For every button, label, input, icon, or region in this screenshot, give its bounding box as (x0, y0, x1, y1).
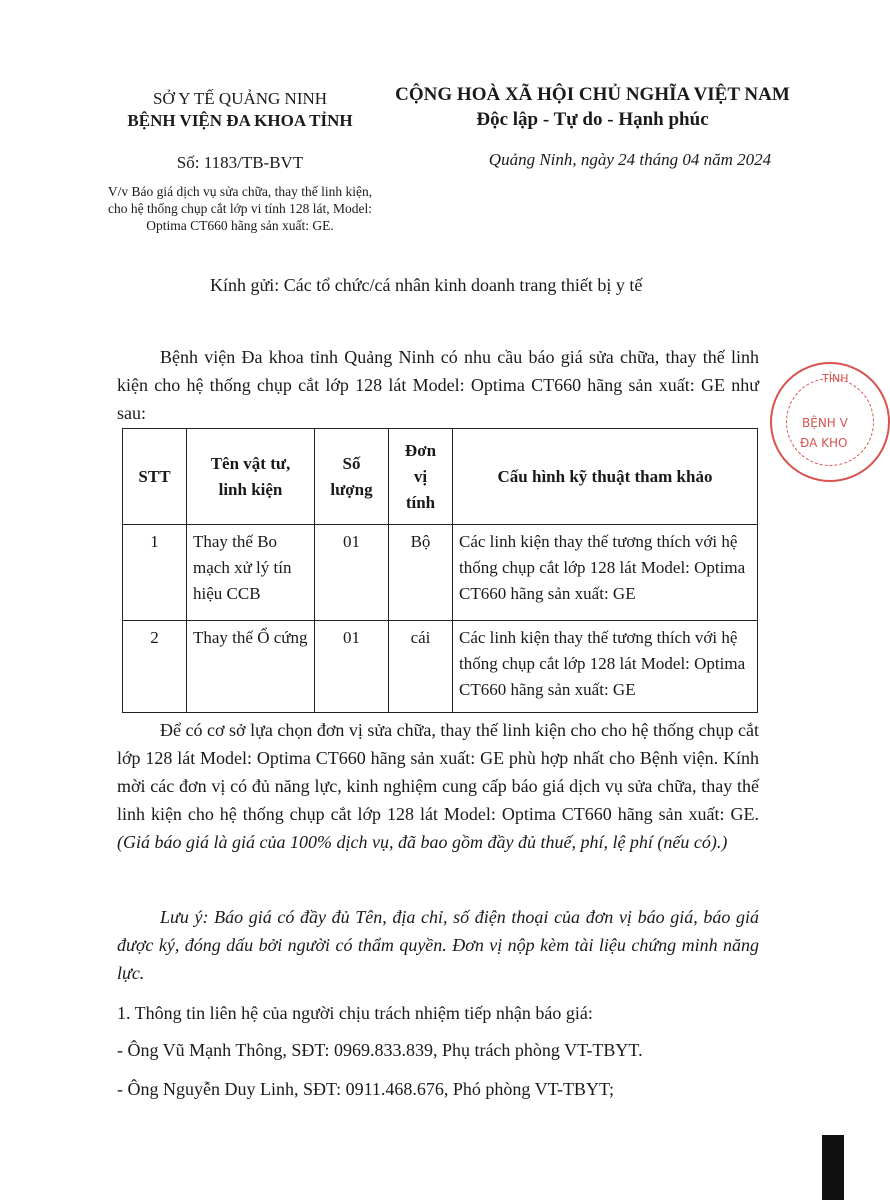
cell-spec: Các linh kiện thay thế tương thích với hệ thống chụp cắt lớp 128 lát Model: Optima CT660 hãng sản xuất: GE (453, 525, 758, 621)
items-table (122, 428, 758, 713)
country-name: CỘNG HOÀ XÃ HỘI CHỦ NGHĨA VIỆT NAM (395, 84, 790, 105)
place-date: Quảng Ninh, ngày 24 tháng 04 năm 2024 (488, 150, 772, 169)
cell-qty: 01 (315, 621, 389, 713)
national-motto: Độc lập - Tự do - Hạnh phúc (476, 109, 709, 130)
subject-line: Optima CT660 hãng sản xuất: GE. (146, 218, 334, 233)
request-text: Để có cơ sở lựa chọn đơn vị sửa chữa, thay thế linh kiện cho cho hệ thống chụp cắt lớp 128 lát Model: Optima CT660 hãng sản xuất: GE phù hợp nhất cho Bệnh viện. Kính mời các đơn vị có đủ năng lực, kinh nghiệm cung cấp báo giá dịch vụ sửa chữa, thay thế linh kiện cho hệ thống chụp cắt lớp 128 lát Model: Optima CT660 hãng sản xuất: GE. (117, 720, 759, 824)
scan-edge-mark (822, 1135, 844, 1200)
cell-stt: 1 (123, 525, 187, 621)
subject-block (80, 183, 400, 234)
cell-unit: Bộ (389, 525, 453, 621)
header-name: Tên vật tư, linh kiện (187, 429, 315, 525)
subject-line: cho hệ thống chụp cắt lớp vi tính 128 lát, Model: (108, 201, 372, 216)
cell-unit: cái (389, 621, 453, 713)
org-name: BỆNH VIỆN ĐA KHOA TỈNH (127, 111, 353, 130)
stamp-text: BỆNH V (802, 416, 848, 430)
contact-item: - Ông Vũ Mạnh Thông, SĐT: 0969.833.839, Phụ trách phòng VT-TBYT. (117, 1040, 643, 1060)
stamp-text: ĐA KHO (800, 436, 848, 450)
stamp-text: TỈNH (822, 372, 849, 385)
cell-spec: Các linh kiện thay thế tương thích với hệ thống chụp cắt lớp 128 lát Model: Optima CT660 hãng sản xuất: GE (453, 621, 758, 713)
contact-item: - Ông Nguyễn Duy Linh, SĐT: 0911.468.676, Phó phòng VT-TBYT; (117, 1079, 614, 1099)
subject-line: V/v Báo giá dịch vụ sửa chữa, thay thế linh kiện, (107, 184, 373, 199)
official-stamp (770, 362, 890, 482)
contact-heading: 1. Thông tin liên hệ của người chịu trách nhiệm tiếp nhận báo giá: (117, 1003, 593, 1023)
header-spec: Cấu hình kỹ thuật tham khảo (453, 429, 758, 525)
intro-paragraph: Bệnh viện Đa khoa tỉnh Quảng Ninh có nhu cầu báo giá sửa chữa, thay thế linh kiện cho hệ thống chụp cắt lớp 128 lát Model: Optima CT660 hãng sản xuất: GE như sau: (117, 347, 759, 423)
issuer-block (95, 88, 385, 132)
national-header (385, 82, 800, 132)
price-note: (Giá báo giá là giá của 100% dịch vụ, đã bao gồm đầy đủ thuế, phí, lệ phí (nếu có).) (117, 832, 728, 852)
header-qty: Số lượng (315, 429, 389, 525)
request-paragraph (117, 716, 759, 856)
header-unit: Đơn vị tính (389, 429, 453, 525)
cell-name: Thay thế Ổ cứng (187, 621, 315, 713)
recipient-line: Kính gửi: Các tổ chức/cá nhân kinh doanh trang thiết bị y tế (210, 275, 643, 295)
org-parent: SỞ Y TẾ QUẢNG NINH (152, 89, 328, 108)
header-stt: STT (123, 429, 187, 525)
document-number: Số: 1183/TB-BVT (176, 153, 304, 172)
cell-name: Thay thế Bo mạch xử lý tín hiệu CCB (187, 525, 315, 621)
table-row (123, 525, 758, 621)
table-row (123, 621, 758, 713)
table-header-row (123, 429, 758, 525)
note-paragraph: Lưu ý: Báo giá có đầy đủ Tên, địa chỉ, số điện thoại của đơn vị báo giá, báo giá được ký, đóng dấu bởi người có thẩm quyền. Đơn vị nộp kèm tài liệu chứng minh năng lực. (117, 907, 759, 983)
cell-stt: 2 (123, 621, 187, 713)
cell-qty: 01 (315, 525, 389, 621)
